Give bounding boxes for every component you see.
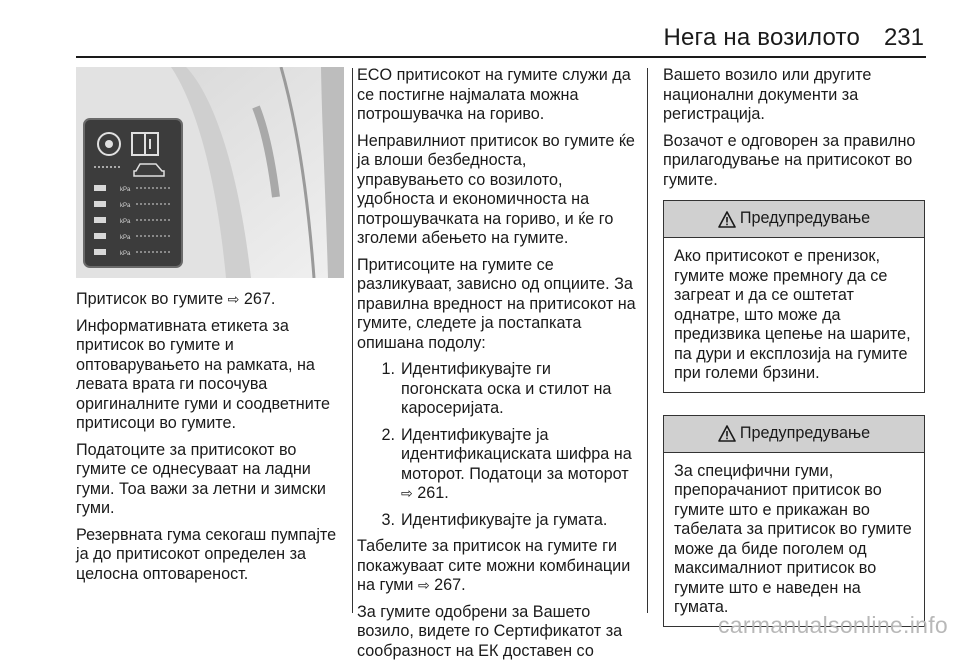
warning-header	[664, 416, 924, 453]
paragraph-tire-pressure-ref: Притисок во гумите ⇨ 267.	[76, 290, 276, 308]
text-column-3	[663, 66, 925, 627]
paragraph-eco-pressure: ECO притисокот на гумите служи да се постигне најмалата можна потрошувачка на гориво.	[357, 66, 631, 123]
warning-body: Ако притисокот е пренизок, гумите може премногу да се загреат и да се оштетат однатре, што може да предизвика цепење на шарите, па дури и експлозија на гумите при големи брзини.	[674, 247, 911, 382]
header-rule	[76, 56, 926, 58]
paragraph-spare-tire: Резервната гума секогаш пумпајте ја до притисокот определен за целосна оптовареност.	[76, 525, 337, 583]
warning-body: За специфични гуми, препорачаниот притисок во гумите што е прикажан во табелата за притисок во гумите може да биде поголем од максималниот притисок во гумите што е наведен на гумата.	[674, 461, 912, 616]
text-column-2	[357, 66, 637, 668]
list-item: 2. Идентификувајте ја идентификациската шифра на моторот. Податоци за моторот ⇨ 261.	[381, 425, 632, 502]
paragraph-driver-responsibility: Возачот е одговорен за правилно прилагодување на притисокот во гумите.	[663, 131, 916, 189]
page-reference[interactable]: 261.	[417, 484, 449, 502]
list-item: 1. Идентификувајте ги погонската оска и стилот на каросеријата.	[381, 360, 612, 417]
page-reference[interactable]: 267.	[434, 576, 466, 594]
procedure-steps	[357, 360, 637, 530]
warning-header	[664, 201, 924, 238]
paragraph-procedure-intro: Притисоците на гумите се разликуваат, зависно од опциите. За правилна вредност на притисокот на гумите, следете ја постапката опишана подолу:	[357, 255, 636, 352]
warning-triangle-icon	[718, 425, 736, 442]
label-unit-3: kPa	[120, 219, 131, 225]
warning-triangle-icon	[718, 211, 736, 228]
page-number: 231	[883, 24, 924, 51]
page-reference[interactable]: 267.	[243, 290, 276, 308]
warning-box-specific-tires	[663, 415, 925, 627]
paragraph-pressure-tables: Табелите за притисок на гумите ги покажуваат сите можни комбинации на гуми ⇨ 267.	[357, 537, 631, 594]
text-column-1	[76, 290, 344, 591]
warning-title: Предупредување	[739, 423, 871, 442]
page-header-title: Нега на возилото	[663, 24, 860, 51]
watermark: carmanualsonline.info	[717, 612, 948, 638]
warning-title: Предупредување	[739, 209, 871, 228]
paragraph-info-label: Информативната етикета за притисок во гумите и оптоварувањето на рамката, на левата врата ги посочува оригиналните гуми и соодветните притисоци во гумите.	[76, 316, 331, 432]
warning-box-low-pressure	[663, 200, 925, 393]
label-unit-4: kPa	[120, 235, 131, 241]
paragraph-incorrect-pressure: Неправилниот притисок во гумите ќе ја влоши безбедноста, управувањето со возилото, удобноста и економичноста на потрошувачката на гориво, и ќе го зголеми абењето на гумите.	[357, 131, 635, 247]
column-divider-right	[647, 68, 648, 613]
label-unit-2: kPa	[120, 203, 131, 209]
tire-label-figure	[76, 67, 344, 278]
paragraph-approved-tires: За гумите одобрени за Вашето возило, видете го Сертификатот за сообразност на ЕК доставен со	[357, 602, 623, 660]
cross-ref-arrow-icon[interactable]: ⇨	[227, 291, 240, 307]
label-unit-1: kPa	[120, 187, 131, 193]
paragraph-registration-docs: Вашето возило или другите национални документи за регистрација.	[663, 66, 872, 123]
list-item: 3. Идентификувајте ја гумата.	[381, 510, 608, 529]
label-unit-5: kPa	[120, 251, 131, 257]
tire-label-illustration	[76, 67, 344, 278]
paragraph-cold-tires: Податоците за притисокот во гумите се однесуваат на ладни гуми. Тоа важи за летни и зимски гуми.	[76, 440, 326, 517]
cross-ref-arrow-icon[interactable]: ⇨	[401, 485, 413, 501]
cross-ref-arrow-icon[interactable]: ⇨	[417, 577, 430, 593]
column-divider-left	[352, 68, 353, 613]
